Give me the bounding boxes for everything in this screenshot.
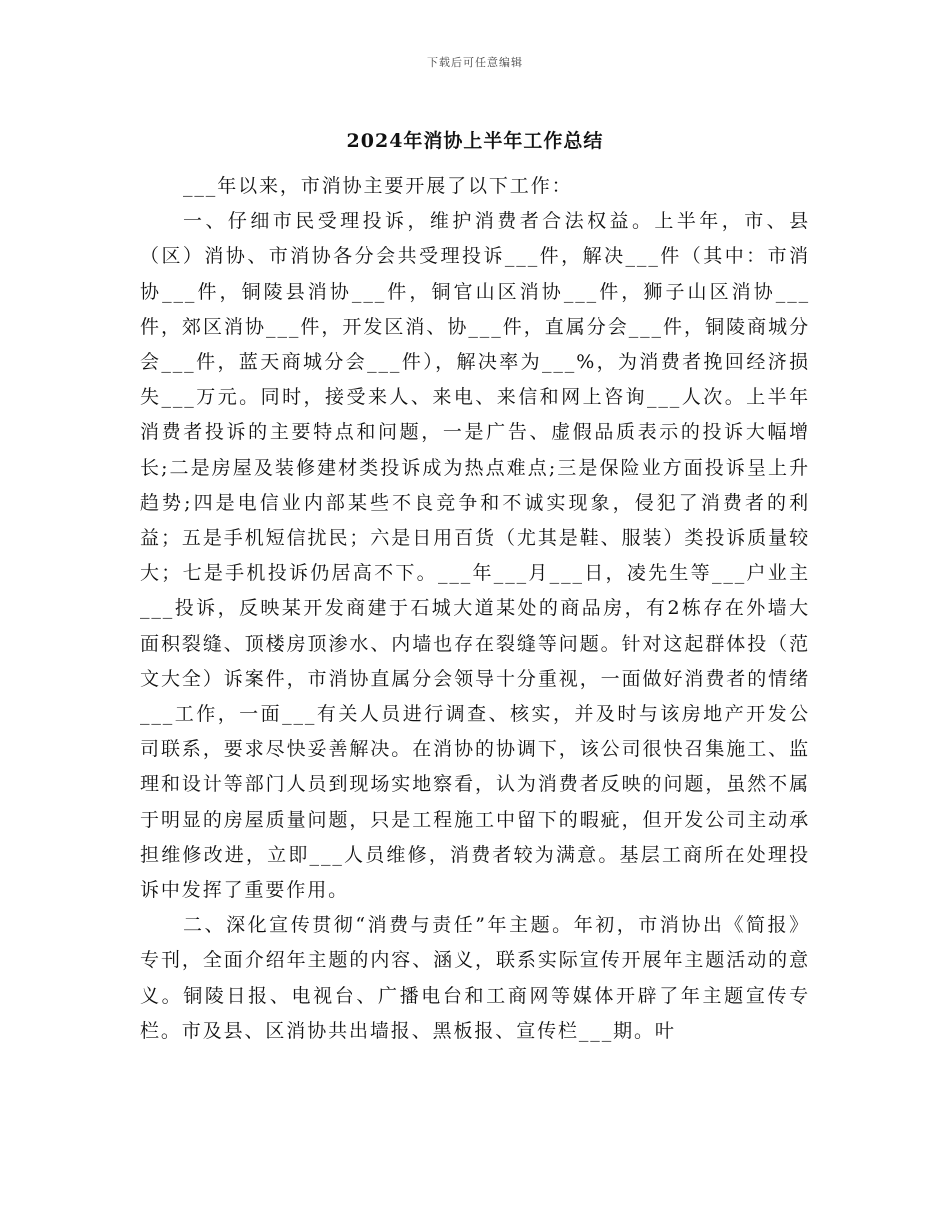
paragraph-intro: ___年以来，市消协主要开展了以下工作： — [183, 175, 573, 197]
document-body — [140, 169, 810, 1049]
paragraph-publicity: 二、深化宣传贯彻“消费与责任”年主题。年初，市消协出《简报》专刊，全面介绍年主题的内容、涵义，联系实际宣传开展年主题活动的意义。铜陵日报、电视台、广播电台和工商网等媒体开辟了年主题宣传专栏。市及县、区消协共出墙报、黑板报、宣传栏___期。叶 — [140, 914, 810, 1042]
document-title: 2024年消协上半年工作总结 — [346, 130, 604, 152]
paragraph-complaints: 一、仔细市民受理投诉，维护消费者合法权益。上半年，市、县（区）消协、市消协各分会共受理投诉___件，解决___件（其中：市消协___件，铜陵县消协___件，铜官山区消协___件，狮子山区消协___件，郊区消协___件，开发区消、协___件，直属分会___件，铜陵商城分会___件，蓝天商城分会___件），解决率为___%，为消费者挽回经济损失___万元。同时，接受来人、来电、来信和网上咨询___人次。上半年消费者投诉的主要特点和问题，一是广告、虚假品质表示的投诉大幅增长;二是房屋及装修建材类投诉成为热点难点;三是保险业方面投诉呈上升趋势;四是电信业内部某些不良竞争和不诚实现象，侵犯了消费者的利益；五是手机短信扰民；六是日用百货（尤其是鞋、服装）类投诉质量较大；七是手机投诉仍居高不下。___年___月___日，凌先生等___户业主___投诉，反映某开发商建于石城大道某处的商品房，有2栋存在外墙大面积裂缝、顶楼房顶渗水、内墙也存在裂缝等问题。针对这起群体投（范文大全）诉案件，市消协直属分会领导十分重视，一面做好消费者的情绪___工作，一面___有关人员进行调查、核实，并及时与该房地产开发公司联系，要求尽快妥善解决。在消协的协调下，该公司很快召集施工、监理和设计等部门人员到现场实地察看，认为消费者反映的问题，虽然不属于明显的房屋质量问题，只是工程施工中留下的暇疵，但开发公司主动承担维修改进，立即___人员维修，消费者较为满意。基层工商所在处理投诉中发挥了重要作用。 — [140, 210, 810, 902]
page-header-note: 下载后可任意编辑 — [427, 56, 523, 69]
